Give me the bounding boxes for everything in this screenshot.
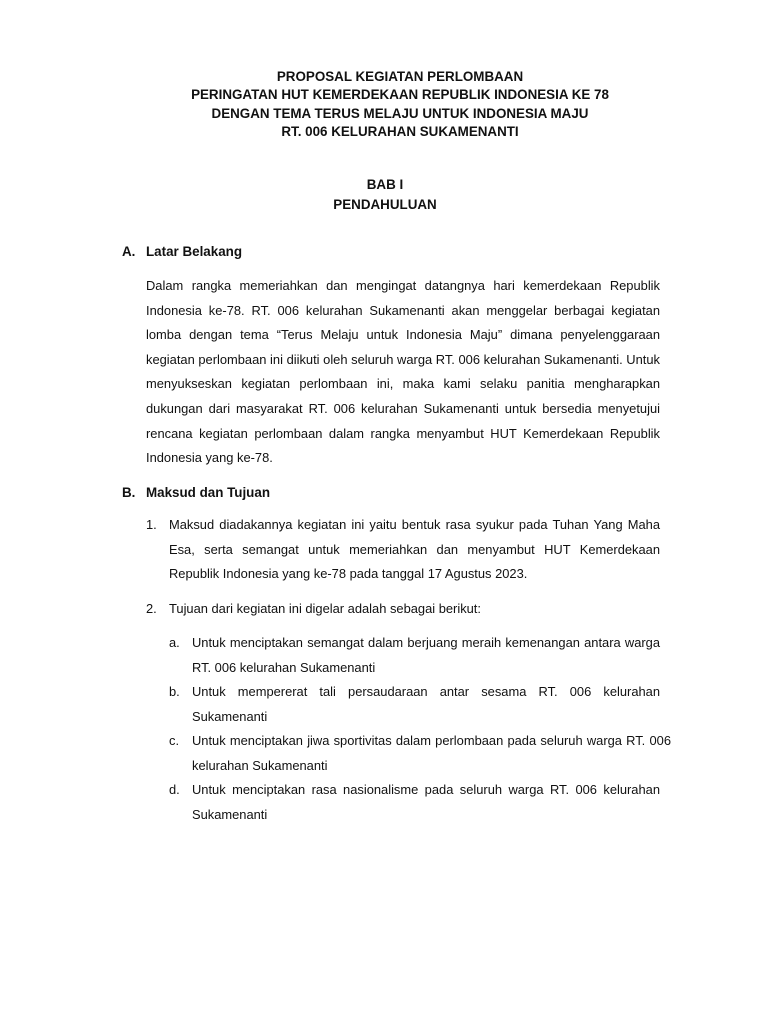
item-number: 1. [146, 517, 157, 532]
list-item [146, 513, 660, 588]
sub-list-item [169, 778, 660, 828]
title-line-1: PROPOSAL KEGIATAN PERLOMBAAN [276, 69, 524, 84]
list-item [146, 597, 660, 622]
document-title [100, 68, 700, 141]
chapter-name: PENDAHULUAN [333, 197, 437, 212]
item-number: 2. [146, 601, 157, 616]
sub-item-letter: c. [169, 733, 180, 748]
item-text: Tujuan dari kegiatan ini digelar adalah sebagai berikut: [169, 601, 481, 616]
sub-list-item [169, 729, 671, 779]
sub-item-text: Untuk menciptakan jiwa sportivitas dalam perlombaan pada seluruh warga RT. 006 kelurahan Sukamenanti [192, 733, 671, 773]
title-line-4: RT. 006 KELURAHAN SUKAMENANTI [281, 123, 519, 139]
sub-item-letter: a. [169, 635, 180, 650]
section-a-paragraph: Dalam rangka memeriahkan dan mengingat datangnya hari kemerdekaan Republik Indonesia ke-78. RT. 006 kelurahan Sukamenanti akan menggelar berbagai kegiatan lomba dengan tema “Terus Melaju untuk Indonesia Maju” dimana penyelenggaraan kegiatan perlombaan ini diikuti oleh seluruh warga RT. 006 kelurahan Sukamenanti. Untuk menyukseskan kegiatan perlombaan ini, maka kami selaku panitia mengharapkan dukungan dari masyarakat RT. 006 kelurahan Sukamenanti untuk bersedia menyetujui rencana kegiatan perlombaan dalam rangka menyambut HUT Kemerdekaan Republik Indonesia yang ke-78. [146, 278, 660, 466]
section-a-title: Latar Belakang [146, 244, 243, 259]
sub-item-letter: d. [169, 782, 180, 797]
section-b-title: Maksud dan Tujuan [146, 485, 270, 500]
section-b-letter: B. [122, 485, 136, 500]
sub-item-text: Untuk menciptakan semangat dalam berjuang meraih kemenangan antara warga RT. 006 kelurahan Sukamenanti [192, 635, 660, 675]
section-b-heading [122, 484, 270, 502]
chapter-heading [100, 175, 670, 215]
title-line-3: DENGAN TEMA TERUS MELAJU UNTUK INDONESIA MAJU [211, 105, 589, 121]
sub-list-item [169, 631, 660, 681]
item-text: Maksud diadakannya kegiatan ini yaitu bentuk rasa syukur pada Tuhan Yang Maha Esa, serta semangat untuk memeriahkan dan menyambut HUT Kemerdekaan Republik Indonesia yang ke-78 pada tanggal 17 Agustus 2023. [169, 517, 660, 582]
sub-list-item [169, 680, 660, 730]
title-line-2: PERINGATAN HUT KEMERDEKAAN REPUBLIK INDONESIA KE 78 [191, 87, 609, 103]
section-a-letter: A. [122, 244, 136, 259]
sub-item-text: Untuk mempererat tali persaudaraan antar sesama RT. 006 kelurahan Sukamenanti [192, 684, 660, 724]
chapter-number: BAB I [366, 177, 404, 192]
sub-item-letter: b. [169, 684, 180, 699]
section-a-heading [122, 243, 242, 261]
sub-item-text: Untuk menciptakan rasa nasionalisme pada seluruh warga RT. 006 kelurahan Sukamenanti [192, 782, 660, 822]
